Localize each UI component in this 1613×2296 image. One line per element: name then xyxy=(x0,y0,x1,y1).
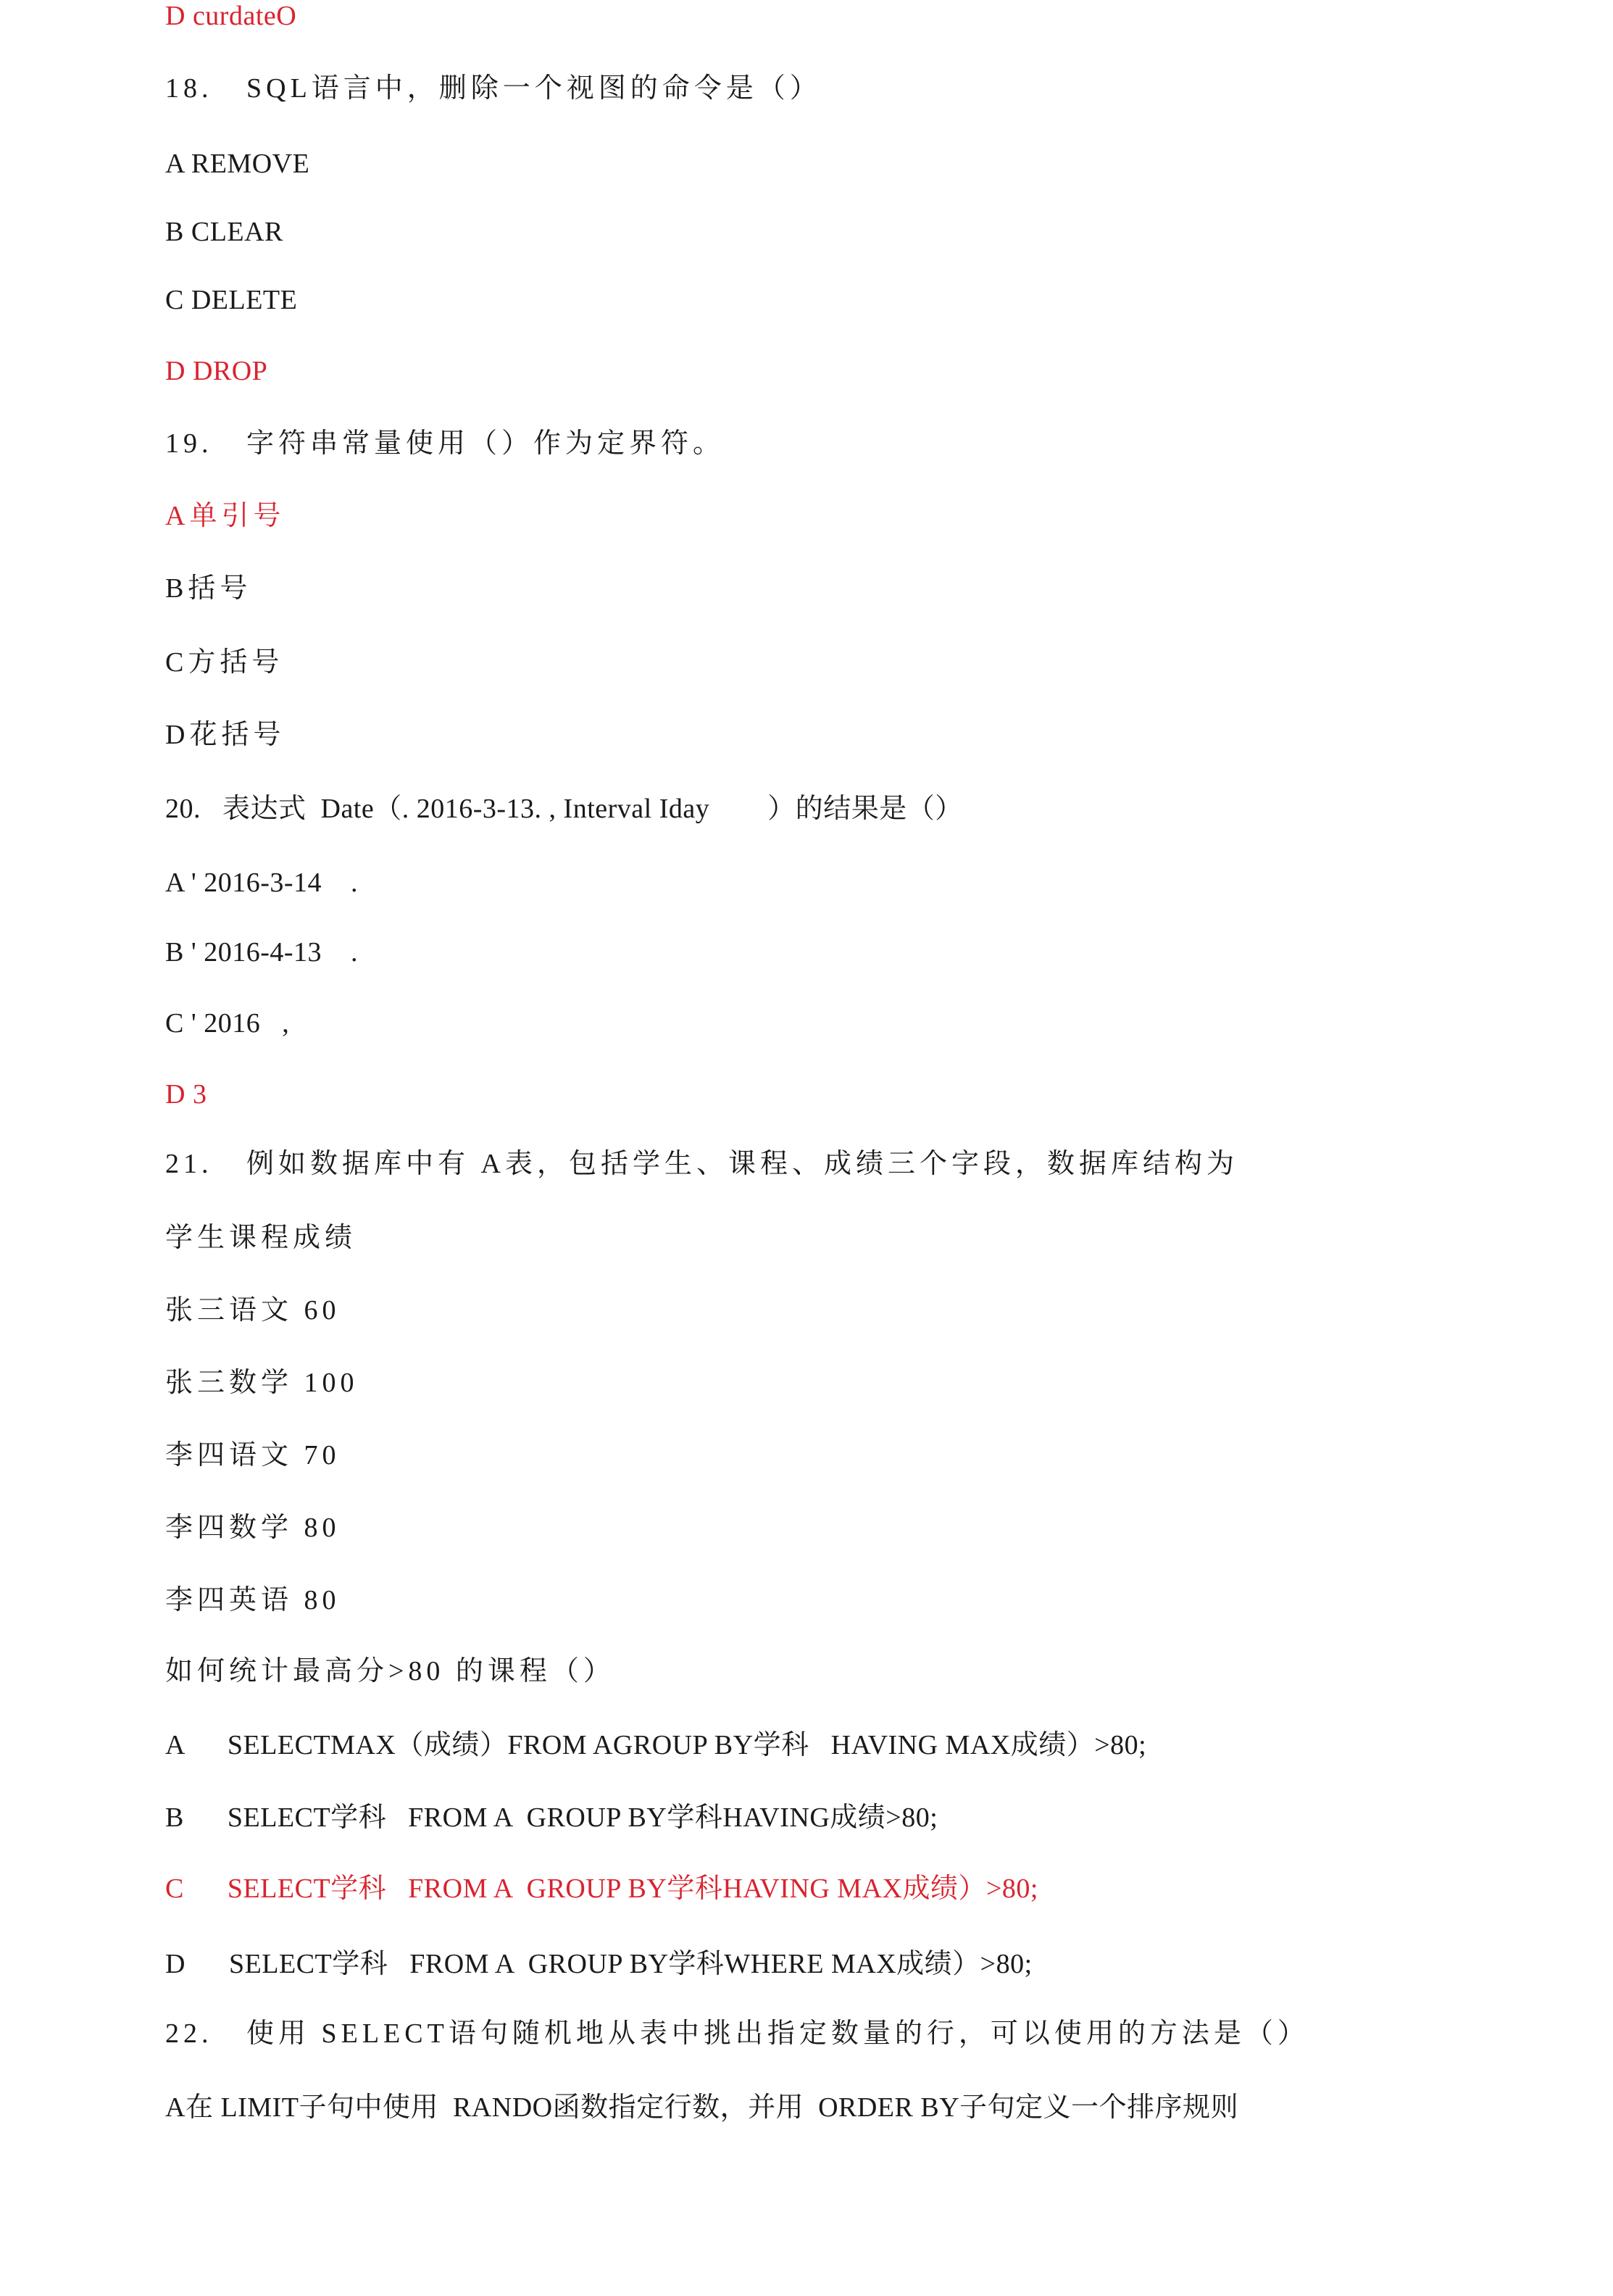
question-20: 20. 表达式 Date（. 2016-3-13. , Interval Iday ）的结果是（） xyxy=(165,794,963,824)
question-21-prompt: 如何统计最高分>80 的课程（） xyxy=(165,1656,615,1686)
option-a-q21: A SELECTMAX（成绩）FROM AGROUP BY学科 HAVING MAX成绩）>80; xyxy=(165,1730,1147,1760)
table-row: 李四英语 80 xyxy=(165,1585,341,1615)
option-c-q19: C方括号 xyxy=(165,647,284,678)
option-b-q21: B SELECT学科 FROM A GROUP BY学科HAVING成绩>80; xyxy=(165,1802,938,1833)
table-header: 学生课程成绩 xyxy=(165,1223,357,1253)
question-18: 18. SQL语言中，删除一个视图的命令是（） xyxy=(165,73,822,104)
option-a-q19-correct: A单引号 xyxy=(165,501,285,531)
option-a-q20: A ' 2016-3-14 . xyxy=(165,868,359,898)
option-c-q18: C DELETE xyxy=(165,285,298,315)
option-d-q18-correct: D DROP xyxy=(165,356,268,386)
option-c-q20: C ' 2016 , xyxy=(165,1008,290,1039)
question-19: 19. 字符串常量使用（）作为定界符。 xyxy=(165,428,725,459)
table-row: 李四语文 70 xyxy=(165,1440,341,1471)
table-row: 张三数学 100 xyxy=(165,1368,359,1398)
table-row: 张三语文 60 xyxy=(165,1295,341,1326)
option-d-q19: D花括号 xyxy=(165,720,285,750)
question-21: 21. 例如数据库中有 A表，包括学生、课程、成绩三个字段，数据库结构为 xyxy=(165,1149,1238,1179)
option-a-q22: A在 LIMIT子句中使用 RANDO函数指定行数，并用 ORDER BY子句定义一个排序规则 xyxy=(165,2092,1239,2123)
option-b-q18: B CLEAR xyxy=(165,217,283,247)
table-row: 李四数学 80 xyxy=(165,1513,341,1543)
option-a-q18: A REMOVE xyxy=(165,149,310,179)
answer-option-d-q17: D curdateO xyxy=(165,1,297,31)
option-c-q21-correct: C SELECT学科 FROM A GROUP BY学科HAVING MAX成绩）>80; xyxy=(165,1873,1038,1904)
option-b-q19: B括号 xyxy=(165,573,252,604)
option-d-q21: D SELECT学科 FROM A GROUP BY学科WHERE MAX成绩）>80; xyxy=(165,1949,1033,1979)
option-d-q20-correct: D 3 xyxy=(165,1079,207,1110)
option-b-q20: B ' 2016-4-13 . xyxy=(165,937,359,968)
question-22: 22. 使用 SELECT语句随机地从表中挑出指定数量的行，可以使用的方法是（） xyxy=(165,2018,1309,2049)
